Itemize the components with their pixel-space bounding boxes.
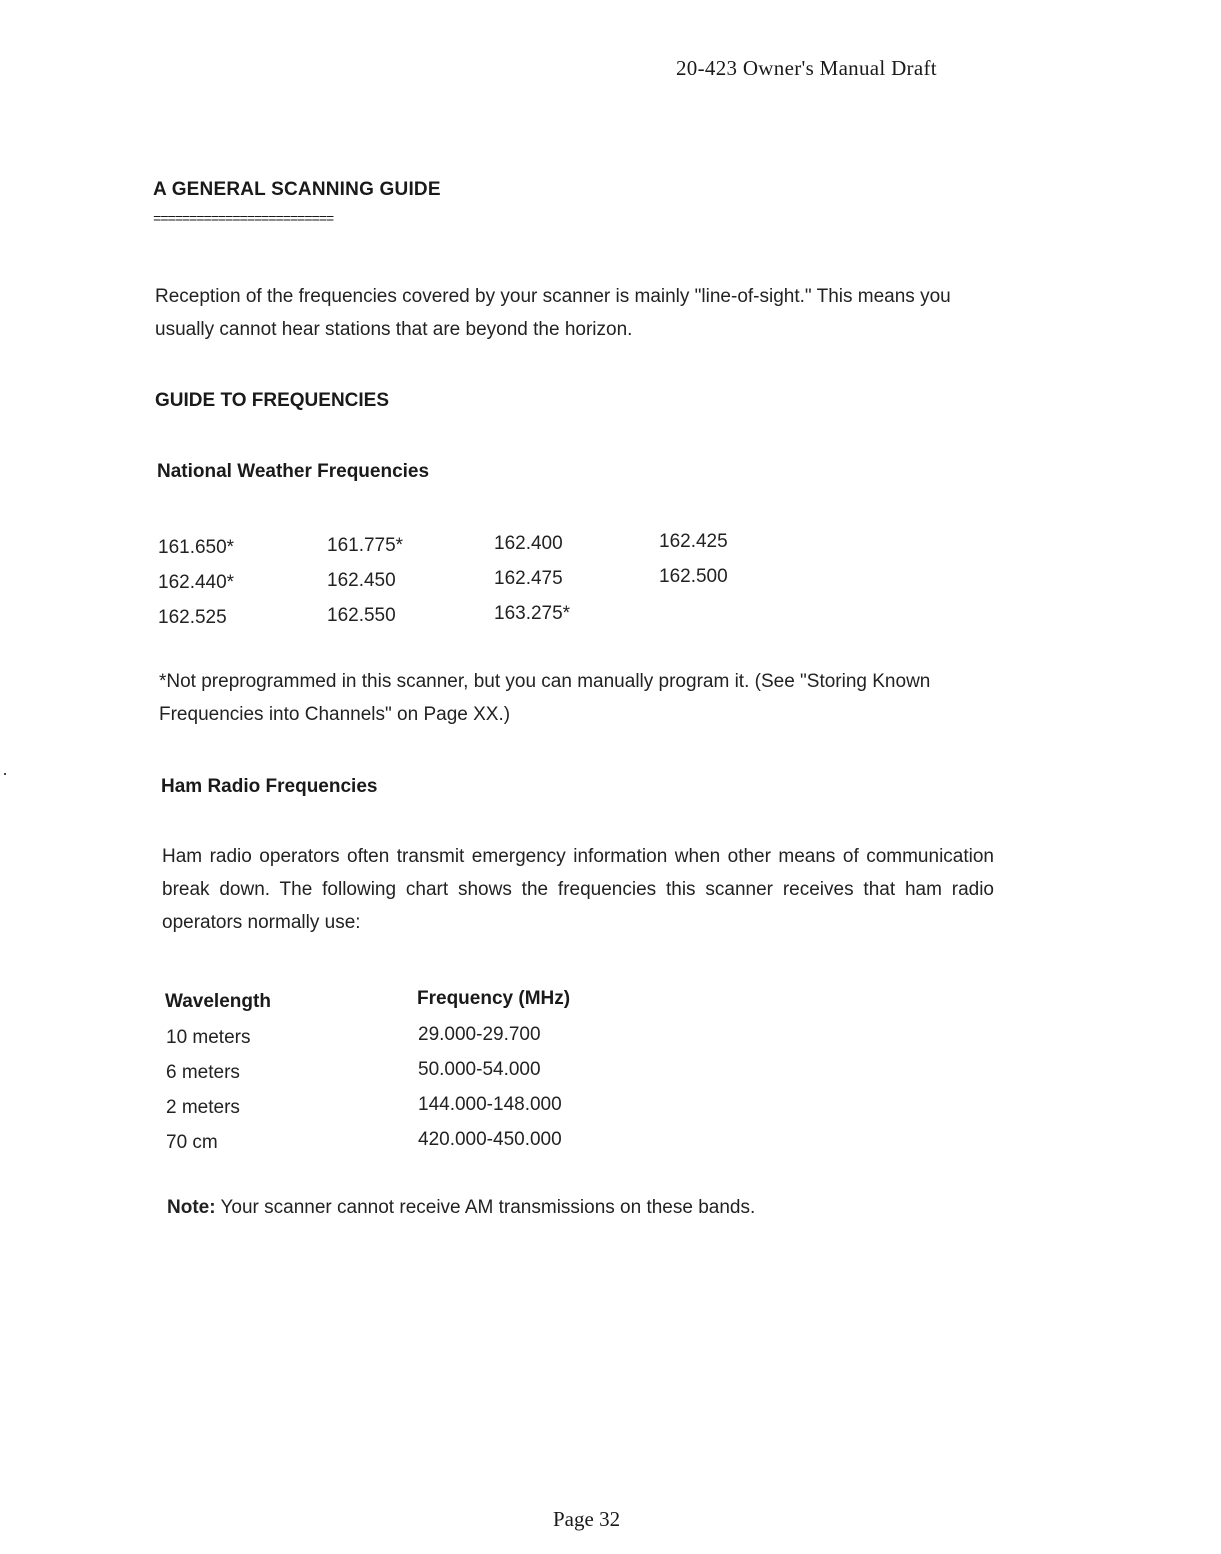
ham-table-cell: 29.000-29.700 (418, 1024, 541, 1045)
section-title-underline: ========================= (153, 212, 334, 228)
weather-heading: National Weather Frequencies (157, 461, 430, 482)
running-header: 20-423 Owner's Manual Draft (676, 56, 937, 80)
ham-table-cell: 6 meters (166, 1062, 240, 1083)
weather-freq-cell: 162.550 (327, 605, 396, 626)
ham-paragraph: Ham radio operators often transmit emergency information when other means of communication break down. The following chart shows the frequencies this scanner receives that ham radio operators normally use: (162, 846, 994, 933)
ham-table-cell: 420.000-450.000 (418, 1129, 562, 1150)
section-title: A GENERAL SCANNING GUIDE (153, 179, 441, 200)
ham-note-label: Note: (167, 1197, 216, 1218)
weather-footnote: *Not preprogrammed in this scanner, but you can manually program it. (See "Storing Known Frequencies into Channels" on Page XX.) (159, 671, 931, 725)
intro-paragraph: Reception of the frequencies covered by your scanner is mainly "line-of-sight." This means you usually cannot hear stations that are beyond the horizon. (155, 286, 951, 340)
ham-table-cell: 144.000-148.000 (418, 1094, 562, 1115)
weather-freq-cell: 162.475 (494, 568, 563, 589)
weather-freq-cell: 162.450 (327, 570, 396, 591)
scan-mark (4, 773, 6, 775)
weather-freq-cell: 162.400 (494, 533, 563, 554)
weather-freq-cell: 162.425 (659, 531, 728, 552)
weather-freq-cell: 163.275* (494, 603, 571, 624)
guide-heading: GUIDE TO FREQUENCIES (155, 390, 390, 411)
ham-table-cell: 50.000-54.000 (418, 1059, 541, 1080)
page-number: Page 32 (553, 1507, 621, 1531)
ham-table-cell: 10 meters (166, 1027, 251, 1048)
weather-freq-cell: 161.775* (327, 535, 404, 556)
weather-freq-cell: 162.440* (158, 572, 235, 593)
ham-table-header-wavelength: Wavelength (165, 991, 271, 1012)
weather-freq-cell: 162.500 (659, 566, 728, 587)
ham-table-header-frequency: Frequency (MHz) (417, 988, 571, 1009)
ham-heading: Ham Radio Frequencies (161, 776, 378, 797)
weather-freq-cell: 161.650* (158, 537, 235, 558)
ham-note (167, 1197, 755, 1219)
weather-freq-cell: 162.525 (158, 607, 227, 628)
ham-table-cell: 2 meters (166, 1097, 240, 1118)
ham-note-text: Your scanner cannot receive AM transmissions on these bands. (215, 1197, 756, 1218)
ham-table-cell: 70 cm (166, 1132, 218, 1153)
